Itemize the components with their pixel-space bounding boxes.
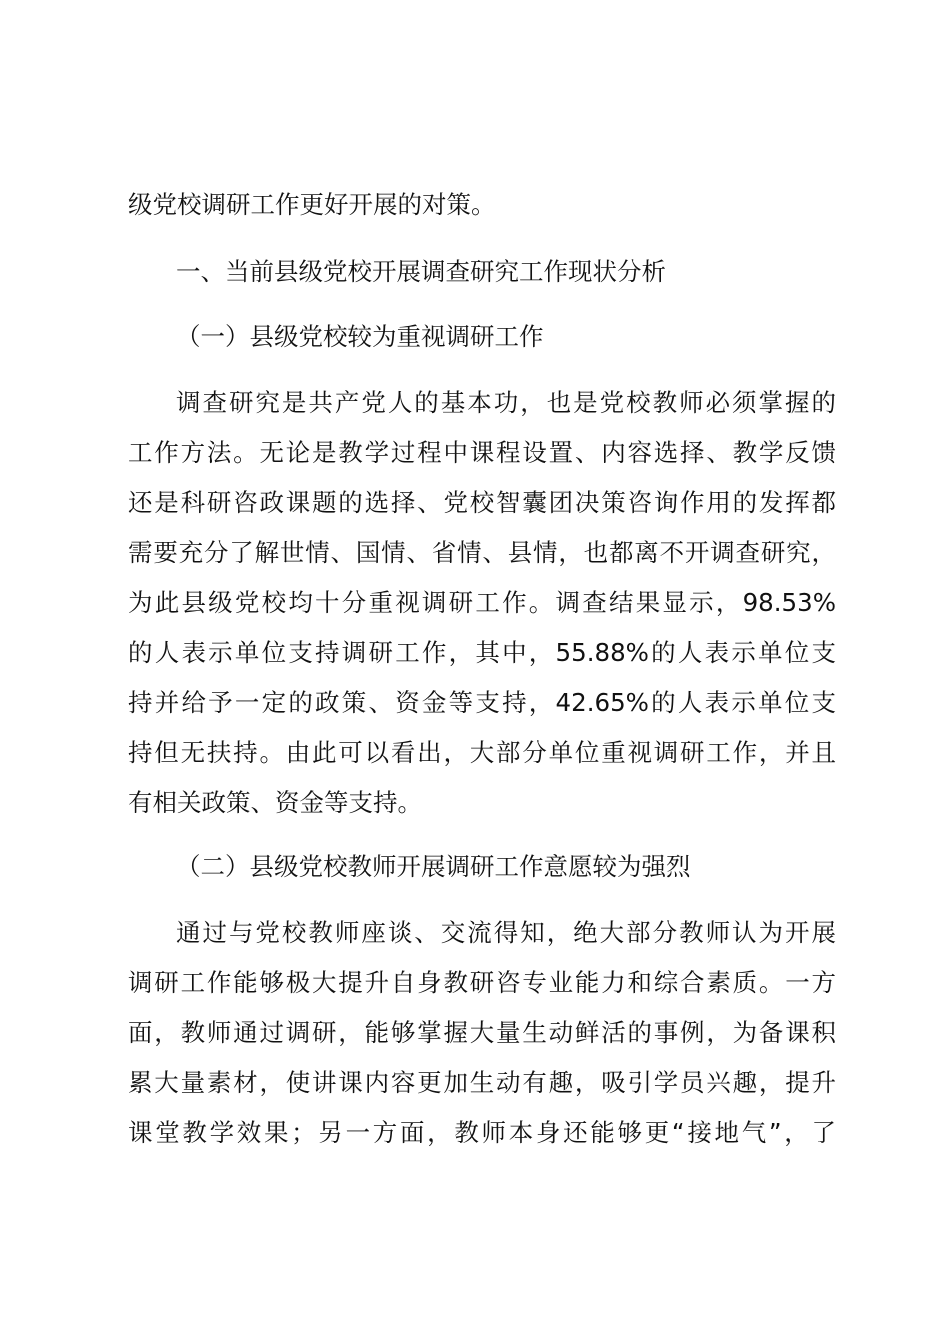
- paragraph-2-line-1: 通过与党校教师座谈、交流得知，绝大部分教师认为开展: [176, 918, 836, 947]
- paragraph-1-line-8: 持但无扶持。由此可以看出，大部分单位重视调研工作，并且: [128, 738, 836, 767]
- paragraph-1-line-5: 为此县级党校均十分重视调研工作。调查结果显示，98.53%: [128, 588, 836, 617]
- section-heading-1: 一、当前县级党校开展调查研究工作现状分析: [176, 257, 666, 286]
- paragraph-2-line-5: 课堂教学效果；另一方面，教师本身还能够更“接地气”，了: [128, 1118, 836, 1147]
- paragraph-1-line-6: 的人表示单位支持调研工作，其中，55.88%的人表示单位支: [128, 638, 836, 667]
- paragraph-1-line-1: 调查研究是共产党人的基本功，也是党校教师必须掌握的: [176, 388, 836, 417]
- paragraph-2-line-3: 面，教师通过调研，能够掌握大量生动鲜活的事例，为备课积: [128, 1018, 836, 1047]
- subsection-heading-1: （一）县级党校较为重视调研工作: [176, 322, 544, 351]
- paragraph-1-line-7: 持并给予一定的政策、资金等支持，42.65%的人表示单位支: [128, 688, 836, 717]
- paragraph-1-line-3: 还是科研咨政课题的选择、党校智囊团决策咨询作用的发挥都: [128, 488, 836, 517]
- paragraph-2-line-2: 调研工作能够极大提升自身教研咨专业能力和综合素质。一方: [128, 968, 836, 997]
- subsection-heading-2: （二）县级党校教师开展调研工作意愿较为强烈: [176, 852, 691, 881]
- paragraph-1-line-9: 有相关政策、资金等支持。: [128, 788, 422, 817]
- paragraph-1-line-2: 工作方法。无论是教学过程中课程设置、内容选择、教学反馈: [128, 438, 836, 467]
- text-line-1: 级党校调研工作更好开展的对策。: [128, 190, 496, 219]
- paragraph-2-line-4: 累大量素材，使讲课内容更加生动有趣，吸引学员兴趣，提升: [128, 1068, 836, 1097]
- paragraph-1-line-4: 需要充分了解世情、国情、省情、县情，也都离不开调查研究，: [128, 538, 836, 567]
